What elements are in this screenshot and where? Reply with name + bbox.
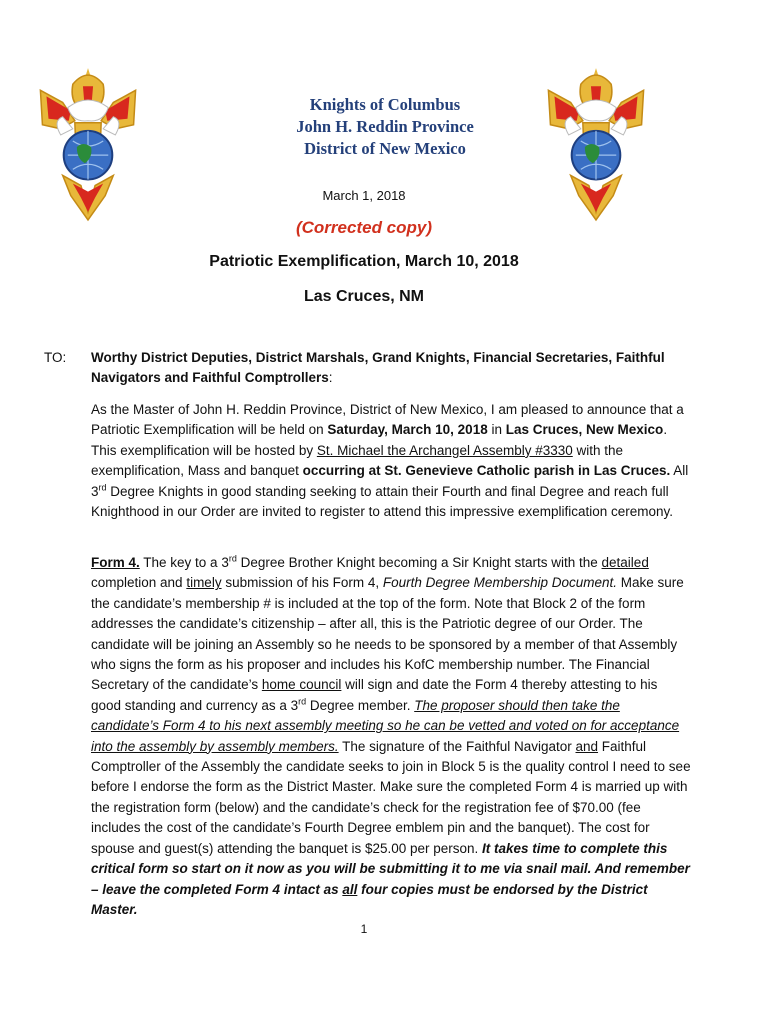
addressee-list: Worthy District Deputies, District Marshals, Grand Knights, Financial Secretaries, Faithful Navigators and Faithful Comptrollers <box>91 350 665 386</box>
closing-reminder: It takes time to complete this critical form so start on it now as you will be submitting it to me via snail mail. And remember – leave the completed Form 4 intact as <box>91 840 690 897</box>
proposer-instruction: The proposer should then take the candidate’s Form 4 to his next assembly meeting so he can be vetted and voted on for acceptance into the assembly by assembly members. <box>91 697 680 754</box>
event-city: Las Cruces, New Mexico <box>505 422 664 438</box>
paragraph-form4 <box>91 553 691 920</box>
ordinal-suffix: rd <box>298 696 307 707</box>
text-run: Degree Knights in good standing seeking to attain their Fourth and final Degree and reach full Knighthood in our Order are invited to register to attend this impressive exemplification ceremony. <box>91 483 674 520</box>
text-run: completion and <box>91 575 187 591</box>
text-run: The signature of the Faithful Navigator <box>338 738 576 754</box>
to-label: TO: <box>44 350 67 365</box>
paragraph-announcement <box>91 400 691 522</box>
closing-reminder-end: four copies must be endorsed by the District Master. <box>91 881 648 917</box>
text-run: As the Master of John H. Reddin Province, District of New Mexico, I am pleased to announce that a Patriotic Exemplification will be held on <box>91 402 684 438</box>
underlined-word: home council <box>261 677 342 693</box>
addressees <box>91 348 691 389</box>
text-run: Faithful Comptroller of the Assembly the candidate seeks to join in Block 5 is the quality control I need to see before I endorse the form as the District Master. Make sure the completed Form 4 is married up with the registration form (below) and the candidate’s check for the registration fee of $70.00 (fee includes the cost of the candidate’s Fourth Degree emblem pin and the banquet). The cost for spouse and guest(s) attending the banquet is $25.00 per person. <box>91 738 691 856</box>
event-location: Las Cruces, NM <box>303 288 425 305</box>
addressee-colon: : <box>328 370 333 386</box>
text-run: . This exemplification will be hosted by <box>91 422 668 458</box>
form-name: Fourth Degree Membership Document. <box>382 575 617 591</box>
text-run: Make sure the candidate’s membership # is included at the top of the form. Note that Block 2 of the form addresses the candidate’s citizenship – after all, this is the Patriotic degree of our Order. The candidate will be joining an Assembly so he needs to be sponsored by a member of that Assembly who signs the form as his proposer and includes his KofC membership number. The Financial Secretary of the candidate’s <box>91 575 684 693</box>
event-date: Saturday, March 10, 2018 <box>327 422 488 438</box>
host-assembly: St. Michael the Archangel Assembly #3330 <box>316 442 573 458</box>
text-run: submission of his Form 4, <box>221 575 383 591</box>
corrected-copy-note: (Corrected copy) <box>295 218 433 237</box>
letter-date: March 1, 2018 <box>322 188 406 203</box>
event-title: Patriotic Exemplification, March 10, 2018 <box>209 253 519 270</box>
text-run: Degree Brother Knight becoming a Sir Knight starts with the <box>236 555 602 570</box>
text-run: with the exemplification, Mass and banquet <box>91 442 624 479</box>
text-run: All 3 <box>91 463 689 499</box>
text-run: in <box>487 422 506 438</box>
letterhead-organization <box>0 94 770 160</box>
underlined-word: and <box>575 738 599 754</box>
underlined-word: all <box>342 881 358 897</box>
underlined-word: timely <box>186 575 222 591</box>
ordinal-suffix: rd <box>98 482 107 493</box>
underlined-word: detailed <box>601 555 649 570</box>
district-name: District of New Mexico <box>304 139 466 158</box>
form4-heading: Form 4. <box>91 555 140 570</box>
org-name: Knights of Columbus <box>309 95 461 114</box>
ordinal-suffix: rd <box>228 553 237 564</box>
text-run: The key to a 3 <box>139 555 229 570</box>
page-number: 1 <box>360 922 368 936</box>
venue: occurring at St. Genevieve Catholic parish in Las Cruces. <box>302 463 671 479</box>
text-run: Degree member. <box>306 697 415 713</box>
province-name: John H. Reddin Province <box>296 117 474 136</box>
text-run: will sign and date the Form 4 thereby attesting to his good standing and currency as a 3 <box>91 677 658 713</box>
